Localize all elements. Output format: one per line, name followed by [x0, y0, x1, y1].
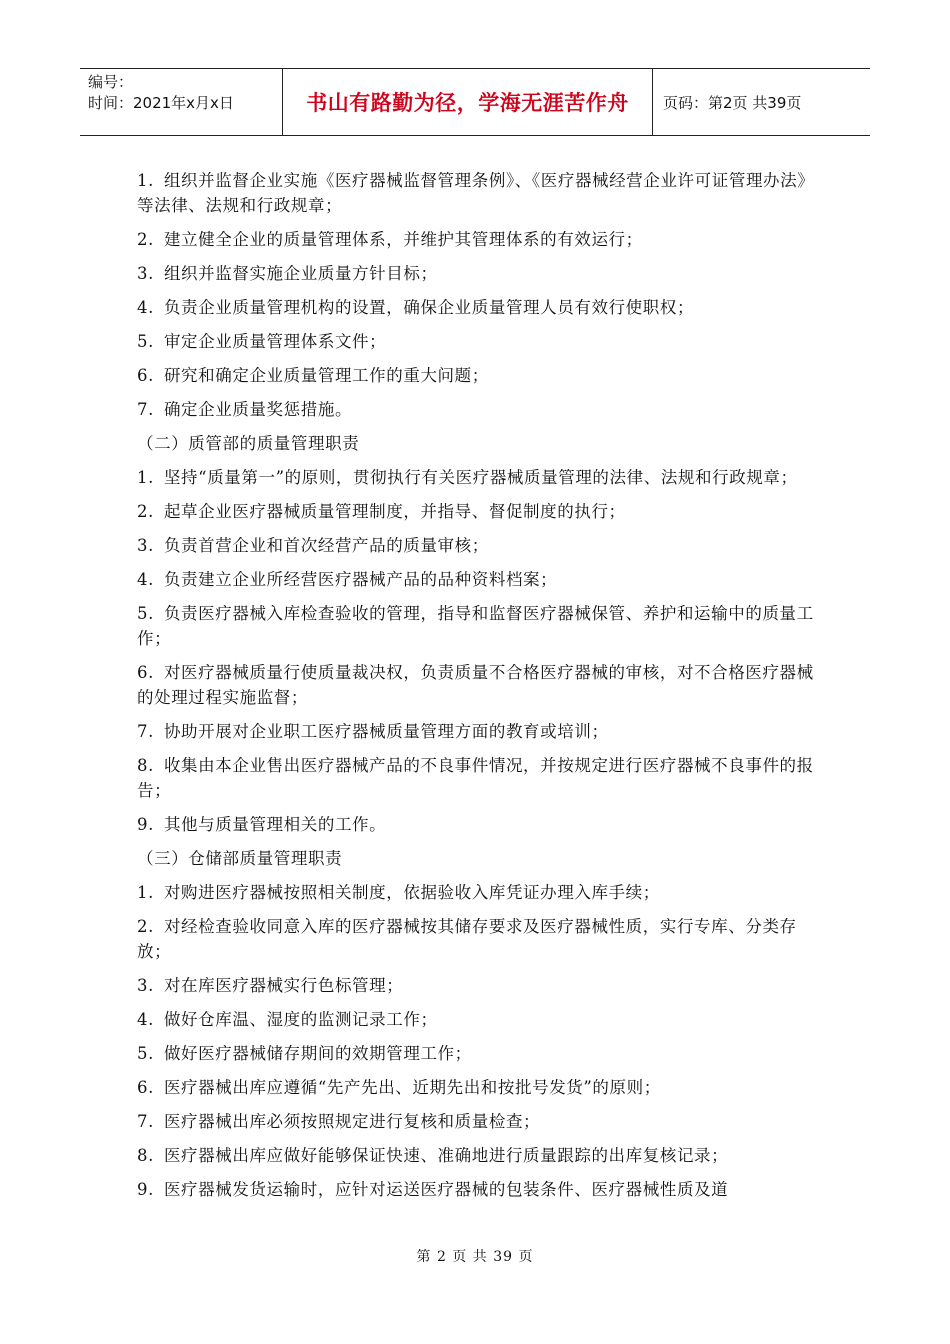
paragraph: 9. 医疗器械发货运输时，应针对运送医疗器械的包装条件、医疗器械性质及道 [137, 1180, 729, 1199]
paragraph: 8. 收集由本企业售出医疗器械产品的不良事件情况，并按规定进行医疗器械不良事件的报告； [137, 756, 814, 800]
header-meta [80, 69, 283, 135]
header-motto: 书山有路勤为径，学海无涯苦作舟 [283, 69, 653, 135]
paragraph: 1. 对购进医疗器械按照相关制度，依据验收入库凭证办理入库手续； [137, 883, 660, 902]
paragraph: 1. 坚持“质量第一”的原则，贯彻执行有关医疗器械质量管理的法律、法规和行政规章； [137, 468, 798, 487]
paragraph: 6. 医疗器械出库应遵循“先产先出、近期先出和按批号发货”的原则； [137, 1078, 661, 1097]
paragraph: 2. 对经检查验收同意入库的医疗器械按其储存要求及医疗器械性质，实行专库、分类存放； [137, 917, 797, 961]
page-header [80, 68, 870, 136]
paragraph: 7. 医疗器械出库必须按照规定进行复核和质量检查； [137, 1112, 541, 1131]
header-page-info: 页码：第2页 共39页 [663, 93, 802, 112]
paragraph: 1. 组织并监督企业实施《医疗器械监督管理条例》、《医疗器械经营企业许可证管理办法》等法律、法规和行政规章； [137, 171, 815, 215]
document-body [137, 168, 817, 1211]
paragraph: 3. 负责首营企业和首次经营产品的质量审核； [137, 536, 489, 555]
paragraph: 4. 负责建立企业所经营医疗器械产品的品种资料档案； [137, 570, 558, 589]
paragraph: 5. 审定企业质量管理体系文件； [137, 332, 387, 351]
document-date: 时间：2021年x月x日 [88, 94, 234, 112]
section-heading: （二）质管部的质量管理职责 [137, 434, 360, 453]
paragraph: 4. 负责企业质量管理机构的设置，确保企业质量管理人员有效行使职权； [137, 298, 695, 317]
paragraph: 8. 医疗器械出库应做好能够保证快速、准确地进行质量跟踪的出库复核记录； [137, 1146, 729, 1165]
paragraph: 2. 起草企业医疗器械质量管理制度，并指导、督促制度的执行； [137, 502, 626, 521]
paragraph: 7. 协助开展对企业职工医疗器械质量管理方面的教育或培训； [137, 722, 609, 741]
paragraph: 5. 做好医疗器械储存期间的效期管理工作； [137, 1044, 472, 1063]
document-number: 编号： [88, 73, 134, 91]
paragraph: 2. 建立健全企业的质量管理体系，并维护其管理体系的有效运行； [137, 230, 643, 249]
paragraph: 4. 做好仓库温、湿度的监测记录工作； [137, 1010, 438, 1029]
paragraph: 7. 确定企业质量奖惩措施。 [137, 400, 353, 419]
paragraph: 6. 研究和确定企业质量管理工作的重大问题； [137, 366, 489, 385]
paragraph: 6. 对医疗器械质量行使质量裁决权，负责质量不合格医疗器械的审核，对不合格医疗器械的处理过程实施监督； [137, 663, 814, 707]
paragraph: 3. 组织并监督实施企业质量方针目标； [137, 264, 438, 283]
paragraph: 9. 其他与质量管理相关的工作。 [137, 815, 387, 834]
section-heading: （三）仓储部质量管理职责 [137, 849, 343, 868]
page-footer: 第 2 页 共 39 页 [416, 1249, 534, 1265]
paragraph: 3. 对在库医疗器械实行色标管理； [137, 976, 404, 995]
paragraph: 5. 负责医疗器械入库检查验收的管理，指导和监督医疗器械保管、养护和运输中的质量工作； [137, 604, 814, 648]
